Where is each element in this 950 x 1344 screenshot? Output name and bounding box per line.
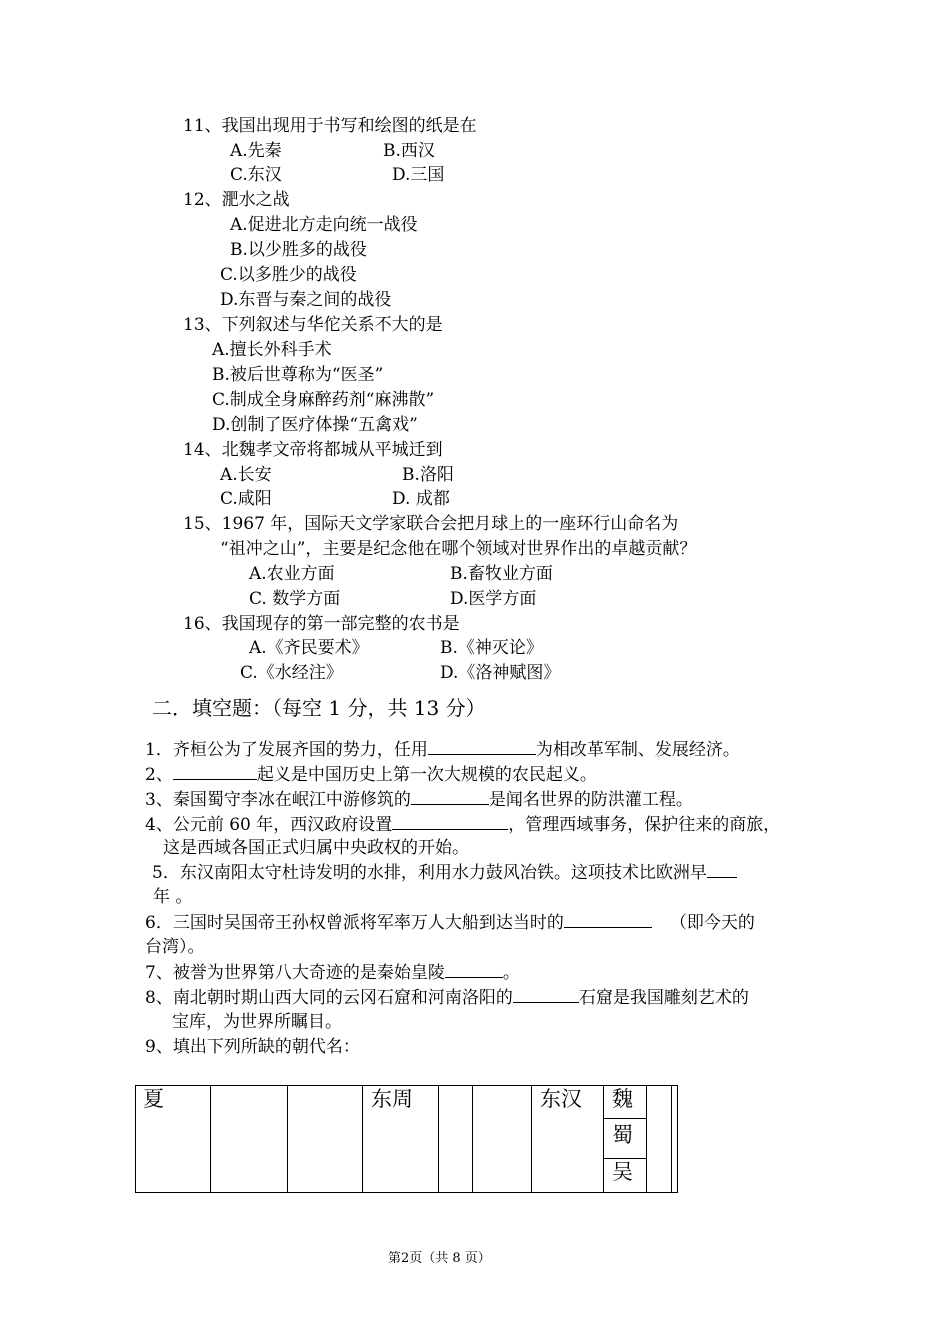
question-15-option-b: B.畜牧业方面 xyxy=(450,564,553,584)
fill-2-text-before: 2、 xyxy=(145,765,173,785)
dynasty-table xyxy=(135,1085,678,1193)
fill-8-text-before: 8、南北朝时期山西大同的云冈石窟和河南洛阳的 xyxy=(145,988,513,1008)
table-divider xyxy=(362,1086,363,1192)
fill-7-text-before: 7、被誉为世界第八大奇迹的是秦始皇陵 xyxy=(145,963,445,983)
fill-6-continuation: 台湾）。 xyxy=(145,937,205,957)
fill-question-9: 9、填出下列所缺的朝代名： xyxy=(145,1037,360,1057)
fill-5-blank[interactable] xyxy=(707,861,737,878)
question-12-stem: 12、淝水之战 xyxy=(183,190,290,210)
table-divider xyxy=(603,1086,604,1192)
fill-3-blank[interactable] xyxy=(411,788,489,805)
fill-2-text-after: 起义是中国历史上第一次大规模的农民起义。 xyxy=(256,765,597,785)
fill-6-blank[interactable] xyxy=(564,911,652,928)
table-divider xyxy=(472,1086,473,1192)
fill-question-5 xyxy=(152,861,737,884)
question-14-option-c: C.咸阳 xyxy=(220,489,272,509)
table-divider xyxy=(531,1086,532,1192)
fill-4-text-after: ，管理西域事务，保护往来的商旅， xyxy=(508,815,781,835)
question-11-option-b: B.西汉 xyxy=(383,141,435,161)
question-15-option-a: A.农业方面 xyxy=(249,564,335,584)
question-14-option-d: D. 成都 xyxy=(392,489,450,509)
fill-question-4 xyxy=(145,813,780,836)
fill-question-3 xyxy=(145,788,693,811)
fill-1-text-after: 为相改革军制、发展经济。 xyxy=(535,740,740,760)
question-12-option-a: A.促进北方走向统一战役 xyxy=(230,215,418,235)
fill-2-blank[interactable] xyxy=(173,763,257,780)
dynasty-cell-dongzhou: 东周 xyxy=(371,1087,413,1111)
question-12-option-b: B.以少胜多的战役 xyxy=(230,240,367,260)
fill-question-8 xyxy=(145,986,749,1009)
question-15-option-d: D.医学方面 xyxy=(450,589,537,609)
fill-question-7 xyxy=(145,961,520,984)
question-13-stem: 13、下列叙述与华佗关系不大的是 xyxy=(183,315,443,335)
table-divider xyxy=(671,1086,672,1192)
question-13-option-d: D.创制了医疗体操“五禽戏” xyxy=(212,415,418,435)
fill-5-continuation: 年 。 xyxy=(153,887,193,907)
fill-question-2 xyxy=(145,763,597,786)
question-11-option-a: A.先秦 xyxy=(230,141,282,161)
question-16-option-c: C.《水经注》 xyxy=(240,663,343,683)
fill-1-text-before: 1．齐桓公为了发展齐国的势力，任用 xyxy=(145,740,428,760)
question-16-option-b: B.《神灭论》 xyxy=(440,638,543,658)
fill-6-text-before: 6．三国时吴国帝王孙权曾派将军率万人大船到达当时的 xyxy=(145,913,564,933)
fill-8-continuation: 宝库，为世界所瞩目。 xyxy=(172,1012,342,1032)
page-number: 第2页（共 8 页） xyxy=(388,1251,491,1266)
fill-question-6 xyxy=(145,911,755,934)
question-14-stem: 14、北魏孝文帝将都城从平城迁到 xyxy=(183,440,443,460)
fill-7-blank[interactable] xyxy=(445,961,503,978)
dynasty-cell-donghan: 东汉 xyxy=(540,1087,582,1111)
section-title-fill-in: 二．填空题：（每空 1 分，共 13 分） xyxy=(152,696,486,720)
table-divider xyxy=(646,1086,647,1192)
question-11-option-d: D.三国 xyxy=(392,165,445,185)
fill-4-text-before: 4、公元前 60 年，西汉政府设置 xyxy=(145,815,393,835)
question-14-option-a: A.长安 xyxy=(220,465,272,485)
fill-5-text-before: 5．东汉南阳太守杜诗发明的水排，利用水力鼓风冶铁。这项技术比欧洲早 xyxy=(152,863,707,883)
fill-8-text-after: 石窟是我国雕刻艺术的 xyxy=(578,988,749,1008)
question-13-option-c: C.制成全身麻醉药剂“麻沸散” xyxy=(212,390,435,410)
question-16-stem: 16、我国现存的第一部完整的农书是 xyxy=(183,614,460,634)
question-15-option-c: C. 数学方面 xyxy=(249,589,341,609)
fill-6-text-after: （即今天的 xyxy=(669,913,755,933)
table-divider xyxy=(438,1086,439,1192)
question-12-option-d: D.东晋与秦之间的战役 xyxy=(220,290,392,310)
question-16-option-a: A.《齐民要术》 xyxy=(249,638,369,658)
fill-question-1 xyxy=(145,738,740,761)
dynasty-cell-shu: 蜀 xyxy=(612,1123,633,1147)
fill-3-text-before: 3、秦国蜀守李冰在岷江中游修筑的 xyxy=(145,790,411,810)
question-13-option-a: A.擅长外科手术 xyxy=(212,340,332,360)
table-divider xyxy=(287,1086,288,1192)
dynasty-cell-wu: 吴 xyxy=(612,1160,633,1184)
fill-7-text-after: 。 xyxy=(502,963,520,983)
fill-8-blank[interactable] xyxy=(513,986,579,1003)
question-15-stem-line2: “祖冲之山”，主要是纪念他在哪个领域对世界作出的卓越贡献？ xyxy=(220,539,697,559)
fill-3-text-after: 是闻名世界的防洪灌工程。 xyxy=(488,790,693,810)
question-11-option-c: C.东汉 xyxy=(230,165,282,185)
table-divider xyxy=(603,1118,646,1119)
question-14-option-b: B.洛阳 xyxy=(402,465,454,485)
fill-4-continuation: 这是西域各国正式归属中央政权的开始。 xyxy=(163,838,469,858)
dynasty-cell-xia: 夏 xyxy=(143,1087,164,1111)
question-16-option-d: D.《洛神赋图》 xyxy=(440,663,561,683)
fill-1-blank[interactable] xyxy=(428,738,536,755)
question-15-stem-line1: 15、1967 年，国际天文学家联合会把月球上的一座环行山命名为 xyxy=(183,514,679,534)
question-11-stem: 11、我国出现用于书写和绘图的纸是在 xyxy=(183,116,477,136)
fill-4-blank[interactable] xyxy=(392,813,508,830)
question-12-option-c: C.以多胜少的战役 xyxy=(220,265,357,285)
table-divider xyxy=(210,1086,211,1192)
question-13-option-b: B.被后世尊称为“医圣” xyxy=(212,365,384,385)
dynasty-cell-wei: 魏 xyxy=(612,1087,633,1111)
